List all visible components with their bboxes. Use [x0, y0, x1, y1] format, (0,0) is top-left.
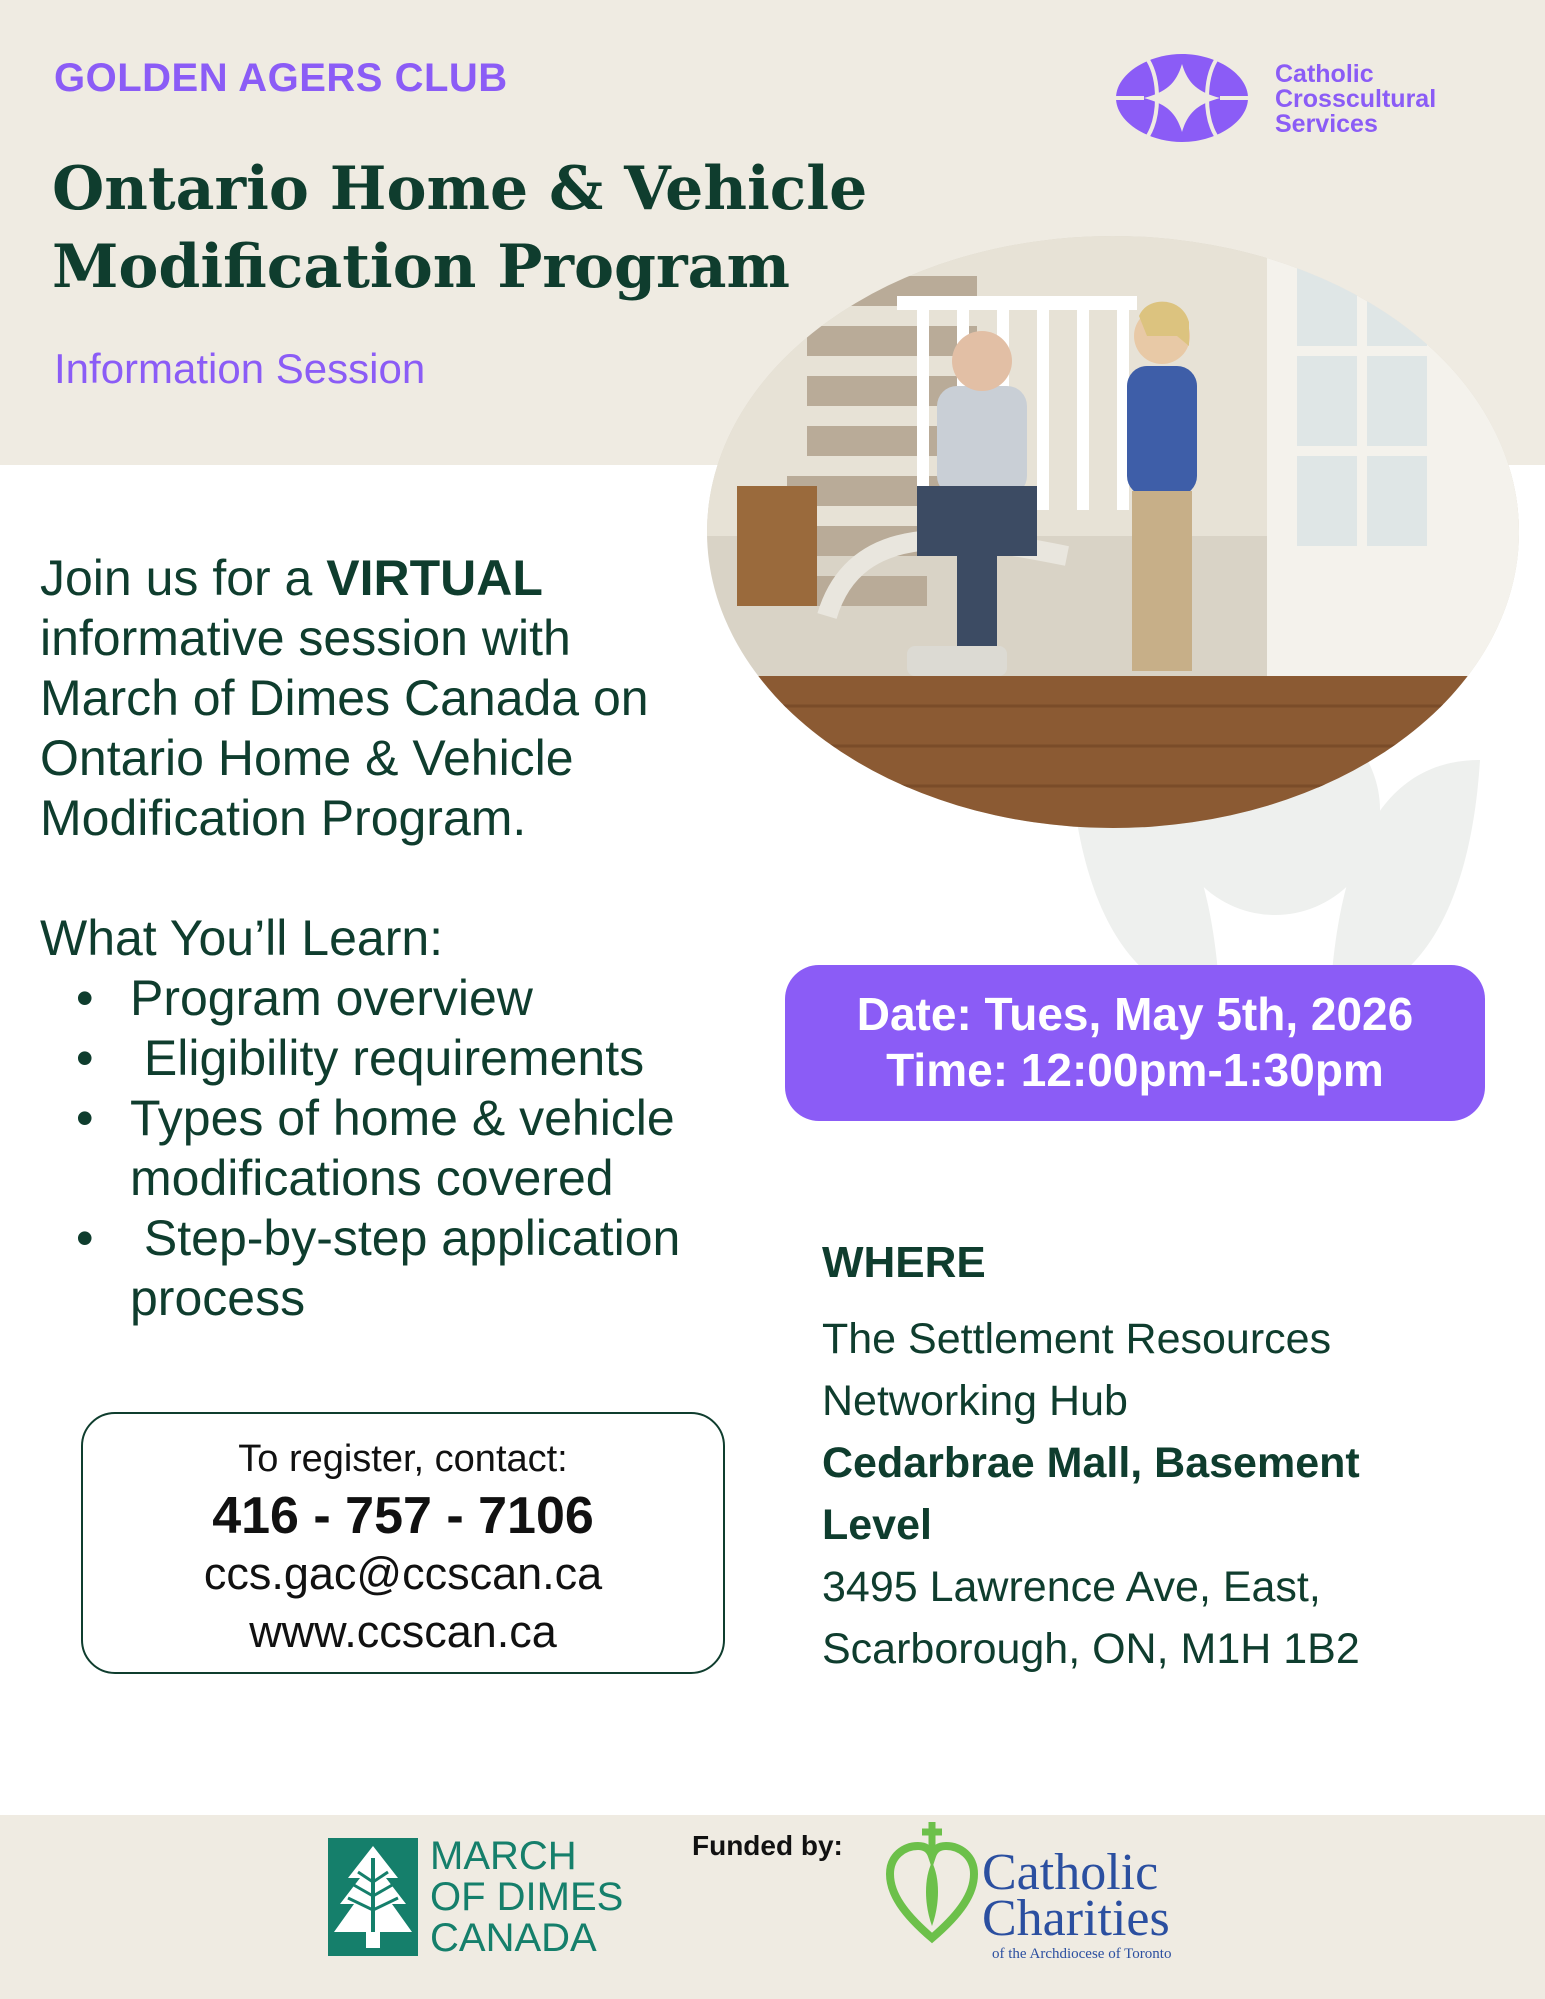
ccs-name-line-3: Services	[1275, 110, 1378, 138]
where-address	[822, 1308, 1522, 1680]
club-name: GOLDEN AGERS CLUB	[54, 56, 508, 100]
event-time: Time: 12:00pm-1:30pm	[886, 1044, 1384, 1096]
where-line-2: Networking Hub	[822, 1377, 1128, 1425]
intro-line-4: Ontario Home & Vehicle	[40, 730, 574, 786]
event-datetime-box	[785, 965, 1485, 1121]
list-item: • Eligibility requirements	[40, 1028, 760, 1088]
title-line-1: Ontario Home & Vehicle	[52, 154, 868, 224]
list-item: • Step-by-step application process	[40, 1208, 760, 1328]
register-website[interactable]: www.ccscan.ca	[249, 1606, 557, 1657]
intro-emphasis: VIRTUAL	[326, 550, 543, 606]
march-of-dimes-logo-text	[430, 1836, 623, 1959]
partner-line-3: CANADA	[430, 1916, 597, 1960]
ccs-logo-text	[1275, 62, 1436, 137]
march-of-dimes-tree-icon	[328, 1838, 418, 1956]
learn-heading: What You’ll Learn:	[40, 910, 444, 966]
intro-line-2: informative session with	[40, 610, 571, 666]
register-email[interactable]: ccs.gac@ccscan.ca	[203, 1548, 603, 1599]
ccs-name-line-2: Crosscultural	[1275, 85, 1437, 113]
register-label: To register, contact:	[238, 1438, 568, 1480]
event-date: Date: Tues, May 5th, 2026	[856, 988, 1414, 1040]
title-line-2: Modification Program	[52, 232, 790, 302]
where-line-3: Cedarbrae Mall, Basement	[822, 1439, 1360, 1487]
catholic-charities-heart-icon	[884, 1818, 980, 1946]
intro-line-5: Modification Program.	[40, 790, 527, 846]
where-heading: WHERE	[822, 1238, 986, 1287]
intro-line-3: March of Dimes Canada on	[40, 670, 649, 726]
funder-line-2: Charities	[982, 1890, 1170, 1947]
intro-text	[40, 548, 649, 848]
list-item: • Types of home & vehicle modifications covered	[40, 1088, 760, 1208]
ccs-name-line-1: Catholic	[1275, 60, 1374, 88]
funder-line-1: Catholic	[982, 1844, 1159, 1901]
funded-by-label: Funded by:	[692, 1830, 843, 1861]
funder-subtitle: of the Archdiocese of Toronto	[992, 1946, 1172, 1962]
catholic-charities-logo-text	[982, 1844, 1170, 1947]
ccs-emblem-icon	[1108, 50, 1256, 146]
page-title	[52, 150, 867, 306]
where-line-4: Level	[822, 1501, 932, 1549]
where-line-5: 3495 Lawrence Ave, East,	[822, 1563, 1321, 1611]
partner-line-2: OF DIMES	[430, 1875, 624, 1919]
register-box	[81, 1412, 725, 1674]
register-phone[interactable]: 416 - 757 - 7106	[212, 1487, 594, 1545]
stairlift-photo	[707, 236, 1519, 828]
where-line-6: Scarborough, ON, M1H 1B2	[822, 1625, 1360, 1673]
learn-list	[40, 968, 760, 1328]
page-subtitle: Information Session	[54, 345, 426, 392]
partner-line-1: MARCH	[430, 1834, 577, 1878]
intro-prefix: Join us for a	[40, 550, 327, 606]
where-line-1: The Settlement Resources	[822, 1315, 1332, 1363]
list-item: • Program overview	[40, 968, 760, 1028]
